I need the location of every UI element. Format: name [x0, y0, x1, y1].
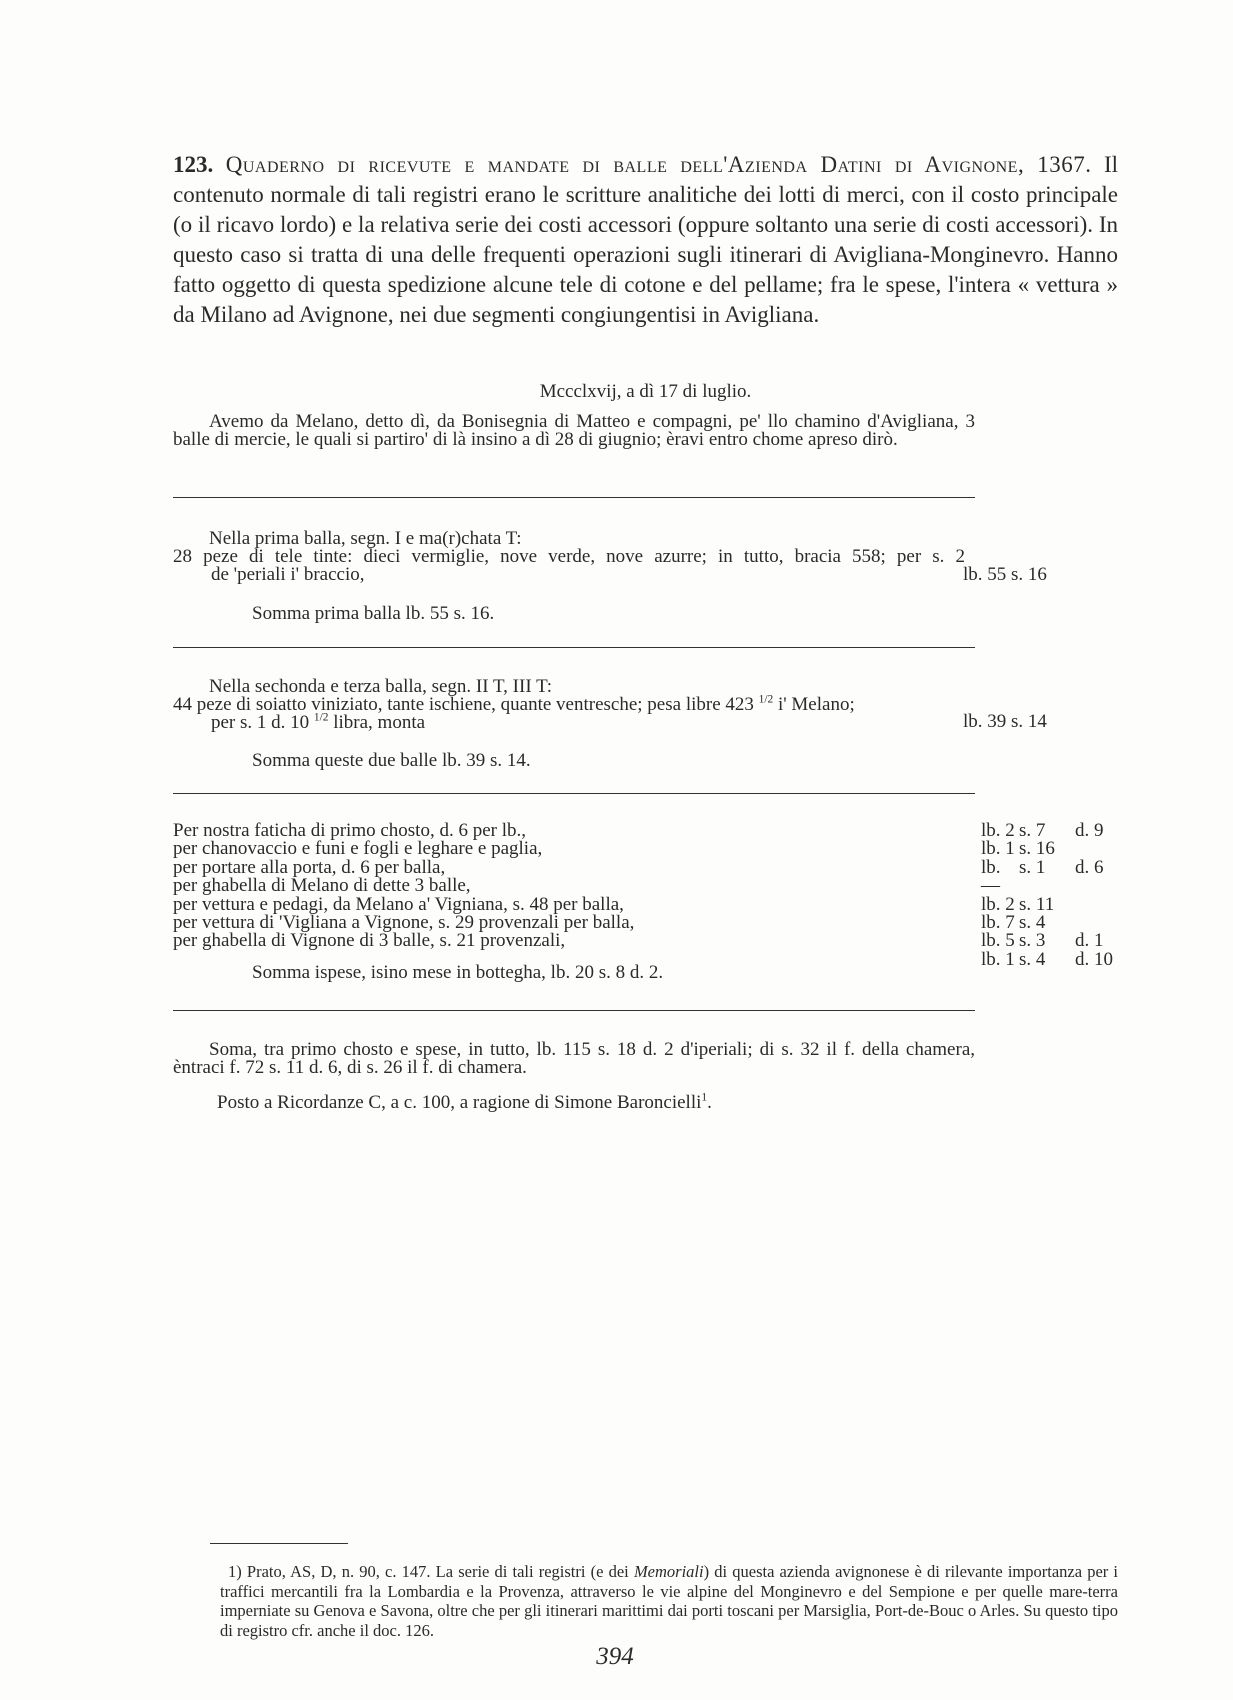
amount-d: d. 1	[1075, 930, 1104, 952]
amount-lb: lb. 2	[981, 820, 1015, 841]
amount-s: s. 1	[1019, 856, 1046, 878]
footnote	[220, 1562, 1118, 1640]
footnote-ref: 1	[701, 1091, 708, 1104]
expense-item: per vettura di 'Vigliana a Vignone, s. 29 provenzali per balla,	[173, 912, 635, 934]
amount-lb: lb. 1	[981, 838, 1015, 860]
bale2-sum: Somma queste due balle lb. 39 s. 14.	[252, 750, 531, 771]
bale2-line2-text: per s. 1 d. 10	[211, 712, 310, 733]
section-divider	[173, 793, 975, 794]
amount-s: s. 3	[1019, 930, 1046, 952]
amount-s: s. 16	[1019, 838, 1055, 860]
expense-item: per chanovaccio e funi e fogli e leghare e paglia,	[173, 838, 543, 860]
bale1-line1: 28 peze di tele tinte: dieci vermiglie, nove verde, nove azurre; in tutto, bracia 558; per s. 2	[173, 546, 965, 567]
expense-list	[173, 822, 634, 951]
section-divider	[173, 647, 975, 648]
amount-s: s. 4	[1019, 912, 1046, 934]
amount-s: s. 7	[1019, 820, 1046, 841]
expense-item: per ghabella di Vignone di 3 balle, s. 21 provenzali,	[173, 930, 566, 952]
document-opening: Avemo da Melano, detto dì, da Bonisegnia di Matteo e compagni, pe' llo chamino d'Avigliana, 3 balle di mercie, le quali si partiro' di là insino a dì 28 di giugnio; èravi entro chome apreso dirò.	[173, 411, 975, 450]
bale2-line2-fraction: 1/2	[313, 711, 329, 724]
expense-item: per vettura e pedagi, da Melano a' Vigniana, s. 48 per balla,	[173, 893, 624, 915]
bale2-amount: lb. 39 s. 14	[963, 711, 1047, 732]
entry-title: Quaderno di ricevute e mandate di balle dell'Azienda Datini di Avignone, 1367.	[225, 152, 1092, 177]
bale1-amount: lb. 55 s. 16	[963, 564, 1047, 585]
amount-d: d. 6	[1075, 856, 1104, 878]
posted-text: Posto a Ricordanze C, a c. 100, a ragione di Simone Baroncielli	[217, 1092, 702, 1113]
footnote-italic: Memoriali	[633, 1562, 704, 1581]
amount-lb: lb. 2	[981, 893, 1015, 915]
section-divider	[173, 1010, 975, 1011]
bale1-sum: Somma prima balla lb. 55 s. 16.	[252, 603, 495, 624]
amount-lb: lb. —	[981, 856, 1001, 897]
amount-lb: lb. 7	[981, 912, 1015, 934]
expense-item: per ghabella di Melano di dette 3 balle,	[173, 875, 471, 897]
amount-s: s. 11	[1019, 893, 1055, 915]
footnote-text-rest: ) di questa azienda avignonese è di rilevante importanza per i traffici mercantili fra la Lombardia e la Provenza, attraverso le vie alpine del Monginevro e del Sempione e per quelle mare-terra imperniate su Genova e Savona, oltre che per gli itinerari marittimi dai porti toscani per Marsiglia, Port-de-Bouc o Arles. Su questo tipo di registro cfr. anche il doc. 126.	[220, 1562, 1119, 1640]
amount-lb: lb. 1	[981, 948, 1015, 970]
amount-d: d. 9	[1075, 820, 1104, 841]
footnote-text: Prato, AS, D, n. 90, c. 147. La serie di tali registri (e dei	[246, 1562, 629, 1581]
expense-amounts	[981, 822, 1127, 969]
expense-amount-row	[981, 948, 1127, 970]
posted-note	[217, 1091, 712, 1113]
bale2-line1-end: i' Melano;	[777, 694, 855, 715]
amount-d: d. 10	[1075, 948, 1113, 970]
footnote-marker: 1)	[228, 1562, 242, 1581]
bale2-heading: Nella sechonda e terza balla, segn. II T, III T:	[209, 676, 553, 697]
expense-item: Per nostra faticha di primo chosto, d. 6 per lb.,	[173, 820, 527, 841]
section-divider	[173, 497, 975, 498]
intro-body: Il contenuto normale di tali registri erano le scritture analitiche dei lotti di merci, con il costo principale (o il ricavo lordo) e la relativa serie dei costi accessori (oppure soltanto una serie di costi accessori). In questo caso si tratta di una delle frequenti operazioni sugli itinerari di Avigliana-Monginevro. Hanno fatto oggetto di questa spedizione alcune tele di cotone e del pellame; fra le spese, l'intera « vettura » da Milano ad Avignone, nei due segmenti congiungentisi in Avigliana.	[173, 152, 1118, 327]
amount-d	[1075, 896, 1127, 914]
document-date: Mccclxvij, a dì 17 di luglio.	[539, 381, 752, 402]
amount-lb: lb. 5	[981, 930, 1015, 952]
posted-end: .	[707, 1092, 712, 1113]
bale2-line2-end: libra, monta	[333, 712, 426, 733]
page-number: 394	[596, 1643, 634, 1670]
bale1-heading: Nella prima balla, segn. I e ma(r)chata T:	[209, 528, 522, 549]
bale2-line2	[211, 711, 426, 733]
expense-amount-row	[981, 840, 1127, 858]
bale2-line1-text: 44 peze di soiatto viniziato, tante ischiene, quante ventresche; pesa libre 423	[173, 694, 754, 715]
entry-number: 123.	[173, 152, 214, 177]
intro-paragraph	[173, 150, 1118, 330]
footnote-rule	[210, 1543, 348, 1544]
expenses-sum: Somma ispese, isino mese in bottegha, lb. 20 s. 8 d. 2.	[252, 962, 664, 983]
grand-total: Soma, tra primo chosto e spese, in tutto, lb. 115 s. 18 d. 2 d'iperiali; di s. 32 il f. della chamera, èntraci f. 72 s. 11 d. 6, di s. 26 il f. di chamera.	[173, 1039, 975, 1078]
expense-item: per portare alla porta, d. 6 per balla,	[173, 856, 446, 878]
bale2-line1-fraction: 1/2	[758, 693, 774, 706]
bale1-line2: de 'periali i' braccio,	[211, 564, 365, 585]
expense-amount-row	[981, 856, 1127, 897]
amount-s: s. 4	[1019, 948, 1046, 970]
